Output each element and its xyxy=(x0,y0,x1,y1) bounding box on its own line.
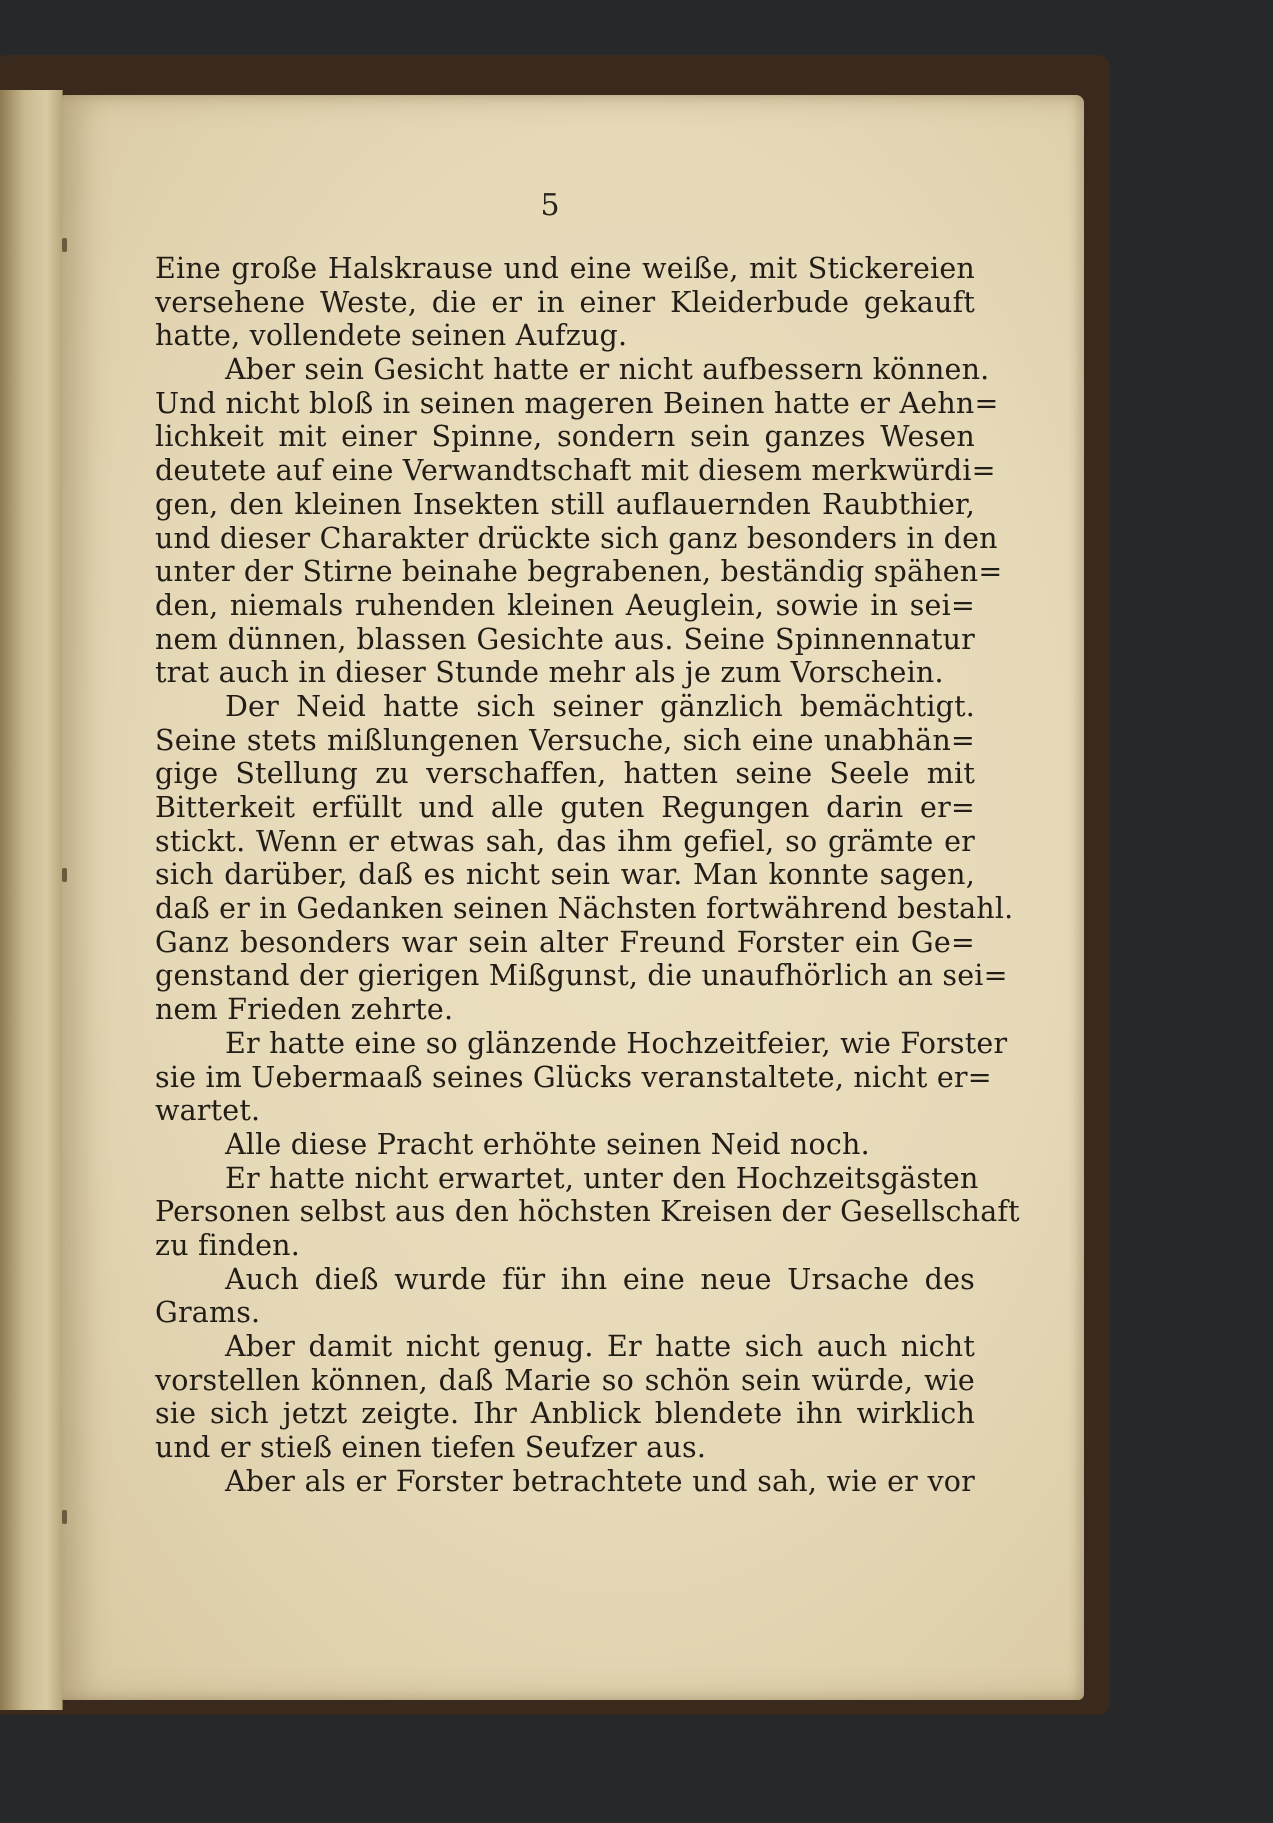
left-page-edge xyxy=(0,90,63,1710)
text-line: Er hatte eine so glänzende Hochzeitfeier, wie Forster xyxy=(225,1026,1008,1060)
text-line: nem Frieden zehrte. xyxy=(155,993,454,1027)
text-line: Seine stets mißlungenen Versuche, sich eine unabhän= xyxy=(155,723,975,757)
text-line: zu finden. xyxy=(155,1228,300,1262)
text-line: Ganz besonders war sein alter Freund Forster ein Ge= xyxy=(155,925,975,959)
text-line: Aber als er Forster betrachtete und sah, wie er vor xyxy=(225,1464,975,1498)
paragraph xyxy=(155,1026,1008,1128)
text-line: Alle diese Pracht erhöhte seinen Neid noch. xyxy=(225,1127,870,1161)
page-number: 5 xyxy=(540,188,560,223)
text-line: Aber sein Gesicht hatte er nicht aufbessern können. xyxy=(225,353,990,387)
margin-mark xyxy=(62,238,67,252)
text-line: stickt. Wenn er etwas sah, das ihm gefiel, so grämte er xyxy=(155,824,975,858)
text-line: Auch dieß wurde für ihn eine neue Ursache des xyxy=(225,1262,975,1296)
text-line: gige Stellung zu verschaffen, hatten seine Seele mit xyxy=(155,757,975,791)
text-line: vorstellen können, daß Marie so schön sein würde, wie xyxy=(155,1363,975,1397)
paragraph xyxy=(155,1263,975,1330)
text-line: sie im Uebermaaß seines Glücks veranstaltete, nicht er= xyxy=(155,1060,992,1094)
text-line: den, niemals ruhenden kleinen Aeuglein, sowie in sei= xyxy=(155,588,975,622)
text-line: Aber damit nicht genug. Er hatte sich auch nicht xyxy=(225,1330,975,1363)
text-line: unter der Stirne beinahe begrabenen, beständig spähen= xyxy=(155,555,1003,589)
paragraph xyxy=(155,1465,975,1499)
paragraph xyxy=(155,353,1003,690)
paragraph xyxy=(155,252,975,353)
paragraph xyxy=(155,1330,975,1465)
text-line: Bitterkeit erfüllt und alle guten Regungen darin er= xyxy=(155,791,975,824)
text-line: Der Neid hatte sich seiner gänzlich bemächtigt. xyxy=(225,689,975,723)
text-line: und er stieß einen tiefen Seufzer aus. xyxy=(155,1431,707,1465)
text-line: versehene Weste, die er in einer Kleiderbude gekauft xyxy=(155,285,975,319)
text-line: sich darüber, daß es nicht sein war. Man konnte sagen, xyxy=(155,858,975,892)
text-line: Eine große Halskrause und eine weiße, mit Stickereien xyxy=(155,252,975,285)
text-line: gen, den kleinen Insekten still auflauernden Raubthier, xyxy=(155,487,975,521)
body-text xyxy=(155,252,1020,1498)
text-line: hatte, vollendete seinen Aufzug. xyxy=(155,319,628,353)
text-line: genstand der gierigen Mißgunst, die unaufhörlich an sei= xyxy=(155,959,1008,993)
text-line: Personen selbst aus den höchsten Kreisen der Gesellschaft xyxy=(155,1195,1020,1229)
text-line: nem dünnen, blassen Gesichte aus. Seine Spinnennatur xyxy=(155,622,975,656)
text-line: deutete auf eine Verwandtschaft mit diesem merkwürdi= xyxy=(155,454,996,488)
text-line: Er hatte nicht erwartet, unter den Hochzeitsgästen xyxy=(225,1161,979,1195)
text-line: lichkeit mit einer Spinne, sondern sein ganzes Wesen xyxy=(155,420,975,454)
paragraph xyxy=(155,1161,1020,1263)
text-line: und dieser Charakter drückte sich ganz besonders in den xyxy=(155,521,998,555)
text-line: trat auch in dieser Stunde mehr als je zum Vorschein. xyxy=(155,656,944,690)
margin-mark xyxy=(62,1510,67,1524)
paragraph xyxy=(155,689,1014,1027)
text-line: daß er in Gedanken seinen Nächsten fortwährend bestahl. xyxy=(155,892,1014,926)
text-line: Grams. xyxy=(155,1296,261,1330)
text-line: wartet. xyxy=(155,1094,261,1128)
paragraph xyxy=(155,1128,975,1162)
text-line: sie sich jetzt zeigte. Ihr Anblick blendete ihn wirklich xyxy=(155,1397,975,1431)
margin-mark xyxy=(62,868,67,882)
text-line: Und nicht bloß in seinen mageren Beinen hatte er Aehn= xyxy=(155,386,999,420)
